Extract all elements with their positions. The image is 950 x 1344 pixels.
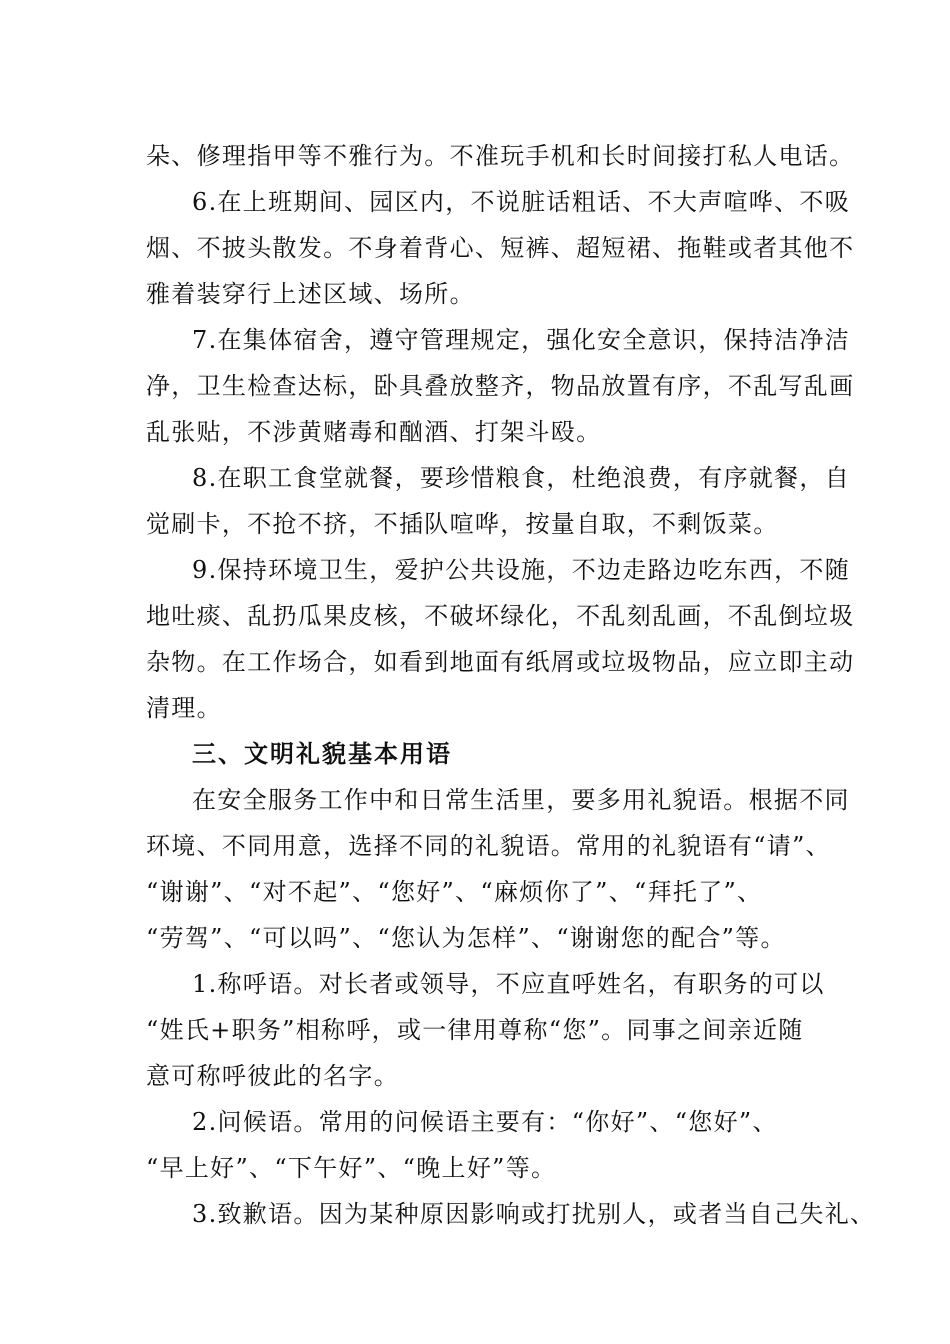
body-text-line: 净，卫生检查达标，卧具叠放整齐，物品放置有序，不乱写乱画: [146, 372, 855, 400]
list-item-1-line: 1.称呼语。对长者或领导，不应直呼姓名，有职务的可以: [192, 970, 825, 998]
list-item-2-line: 2.问候语。常用的问候语主要有：“你好”、“您好”、: [192, 1108, 778, 1136]
body-text-line: “劳驾”、“可以吗”、“您认为怎样”、“谢谢您的配合”等。: [146, 924, 786, 952]
list-item-9-line: 9.保持环境卫生，爱护公共设施，不边走路边吃东西，不随: [192, 556, 850, 584]
list-item-3-line: 3.致歉语。因为某种原因影响或打扰别人，或者当自己失礼、: [192, 1200, 876, 1228]
body-text-line: “姓氏+职务”相称呼，或一律用尊称“您”。同事之间亲近随: [146, 1016, 804, 1044]
body-text-line: 乱张贴，不涉黄赌毒和酗酒、打架斗殴。: [146, 418, 602, 446]
body-text-line: 雅着装穿行上述区域、场所。: [146, 280, 475, 308]
body-text-line: 地吐痰、乱扔瓜果皮核，不破坏绿化，不乱刻乱画，不乱倒垃圾: [146, 602, 855, 630]
body-text-line: 环境、不同用意，选择不同的礼貌语。常用的礼貌语有“请”、: [146, 832, 831, 860]
body-text-line: “早上好”、“下午好”、“晚上好”等。: [146, 1154, 557, 1182]
list-item-6-line: 6.在上班期间、园区内，不说脏话粗话、不大声喧哗、不吸: [192, 188, 850, 216]
body-text-line: 烟、不披头散发。不身着背心、短裤、超短裙、拖鞋或者其他不: [146, 234, 855, 262]
list-item-8-line: 8.在职工食堂就餐，要珍惜粮食，杜绝浪费，有序就餐，自: [192, 464, 850, 492]
body-text-line: 杂物。在工作场合，如看到地面有纸屑或垃圾物品，应立即主动: [146, 648, 855, 676]
body-text-line: 朵、修理指甲等不雅行为。不准玩手机和长时间接打私人电话。: [146, 142, 855, 170]
body-text-line: 意可称呼彼此的名字。: [146, 1062, 399, 1090]
paragraph-first-line: 在安全服务工作中和日常生活里，要多用礼貌语。根据不同: [192, 786, 850, 814]
body-text-line: 清理。: [146, 694, 222, 722]
body-text-line: “谢谢”、“对不起”、“您好”、“麻烦你了”、“拜托了”、: [146, 878, 763, 906]
body-text-line: 觉刷卡，不抢不挤，不插队喧哗，按量自取，不剩饭菜。: [146, 510, 779, 538]
section-heading: 三、文明礼貌基本用语: [192, 740, 452, 768]
list-item-7-line: 7.在集体宿舍，遵守管理规定，强化安全意识，保持洁净洁: [192, 326, 850, 354]
